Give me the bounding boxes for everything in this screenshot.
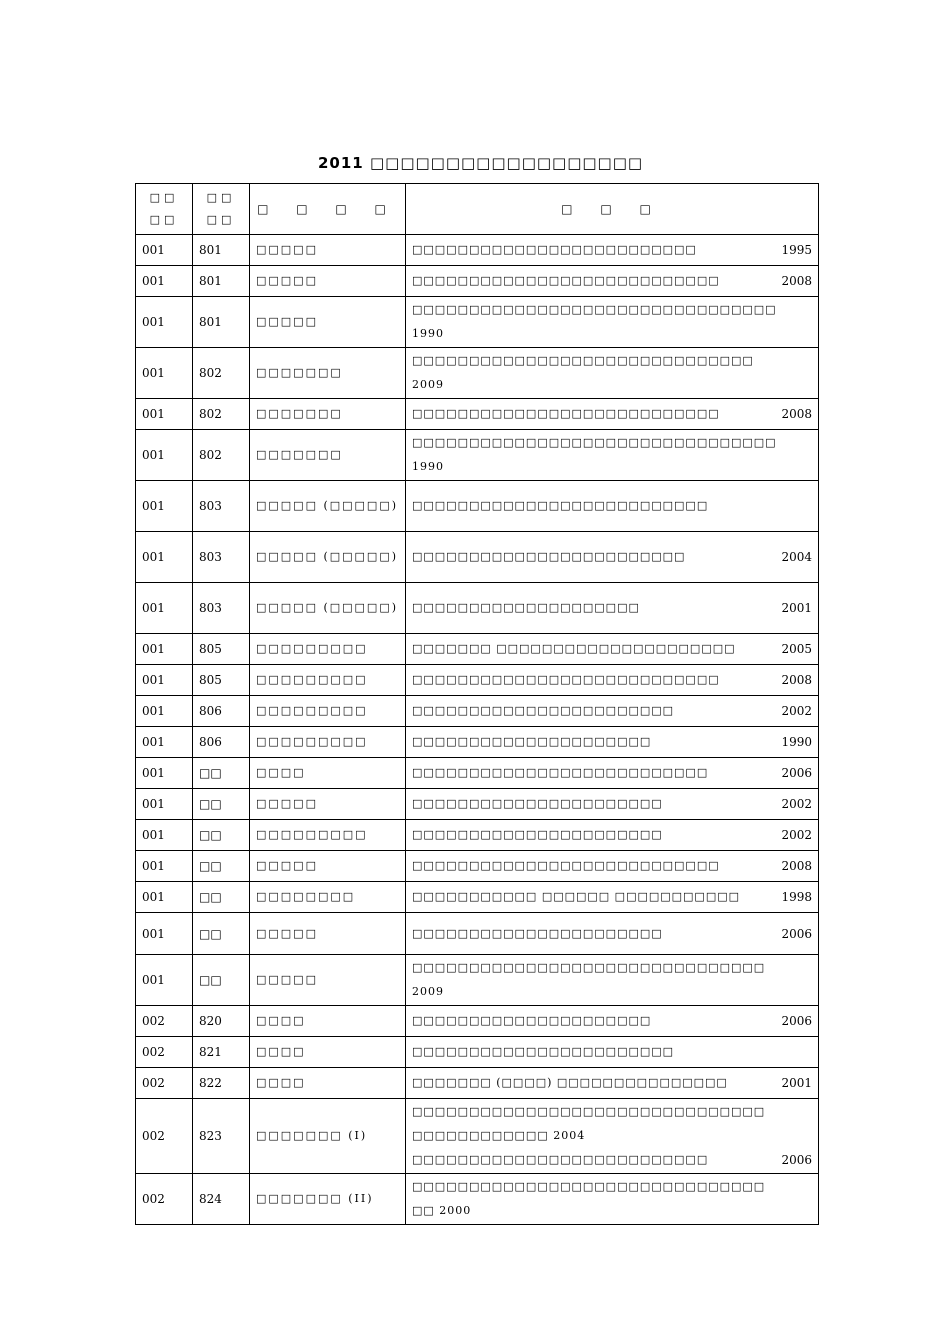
subject-name-cell: □□□□□	[250, 297, 406, 348]
reference-text: □□□□□□□□□□□ □□□□□□ □□□□□□□□□□□	[412, 890, 740, 903]
book-list-table	[135, 183, 819, 1225]
reference-year: 1998	[781, 890, 812, 904]
subject-name-cell: □□□□□□□□□	[250, 696, 406, 727]
table-row	[136, 532, 819, 583]
dept-code-cell: 001	[136, 913, 193, 955]
reference-line	[412, 455, 812, 479]
table-row	[136, 481, 819, 532]
subject-code-cell: 802	[193, 348, 250, 399]
reference-line	[412, 885, 812, 909]
reference-line	[412, 922, 812, 946]
dept-code-cell: 002	[136, 1037, 193, 1068]
reference-text: □□□□□□□□□□□□□□□□□□□□□□□□□□□□□□□	[412, 961, 766, 974]
reference-cell	[406, 955, 819, 1006]
reference-text: □□□□□□□□□□□□□□□□□□□□□□□□□	[412, 243, 697, 256]
reference-cell	[406, 583, 819, 634]
reference-line	[412, 1199, 812, 1223]
reference-cell	[406, 696, 819, 727]
subject-code-cell: 806	[193, 696, 250, 727]
reference-cell	[406, 1068, 819, 1099]
table-row	[136, 297, 819, 348]
subject-code-cell: □□	[193, 851, 250, 882]
subject-code-cell: 820	[193, 1006, 250, 1037]
reference-year: 2004	[781, 550, 812, 564]
subject-code-cell: 824	[193, 1174, 250, 1225]
reference-cell	[406, 882, 819, 913]
table-row	[136, 727, 819, 758]
subject-name-cell: □□□□□ (□□□□□)	[250, 583, 406, 634]
reference-text: □□□□□□□□□□□□□□□□□□□□□□□□□□	[412, 766, 709, 779]
page-title: 2011 □□□□□□□□□□□□□□□□□□	[318, 154, 644, 172]
subject-name-cell: □□□□□□□□□	[250, 820, 406, 851]
dept-code-cell: 002	[136, 1099, 193, 1174]
reference-cell	[406, 758, 819, 789]
subject-name-cell: □□□□	[250, 1037, 406, 1068]
subject-name-cell: □□□□□□□ (II)	[250, 1174, 406, 1225]
reference-year: 2005	[781, 642, 812, 656]
table-row	[136, 1174, 819, 1225]
reference-cell	[406, 430, 819, 481]
subject-code-cell: 823	[193, 1099, 250, 1174]
reference-cell	[406, 665, 819, 696]
reference-line	[412, 431, 812, 455]
reference-text: □□□□□□□□□□□□□□□□□□□□□□□	[412, 704, 675, 717]
reference-year: 2001	[781, 601, 812, 615]
dept-code-cell: 001	[136, 955, 193, 1006]
dept-code-cell: 001	[136, 882, 193, 913]
header-col2: □□ □□	[193, 184, 250, 235]
dept-code-cell: 001	[136, 532, 193, 583]
subject-code-cell: 821	[193, 1037, 250, 1068]
reference-line	[412, 298, 812, 322]
reference-text: □□ 2000	[412, 1204, 472, 1217]
table-row	[136, 266, 819, 297]
reference-cell	[406, 634, 819, 665]
subject-code-cell: □□	[193, 789, 250, 820]
subject-name-cell: □□□□□□□ (I)	[250, 1099, 406, 1174]
reference-line	[412, 1071, 812, 1095]
reference-cell	[406, 481, 819, 532]
reference-line	[412, 980, 812, 1004]
dept-code-cell: 001	[136, 399, 193, 430]
table-row	[136, 913, 819, 955]
subject-name-cell: □□□□	[250, 758, 406, 789]
table-row	[136, 634, 819, 665]
dept-code-cell: 001	[136, 789, 193, 820]
reference-year: 2002	[781, 797, 812, 811]
reference-year: 2002	[781, 704, 812, 718]
subject-code-cell: 803	[193, 532, 250, 583]
reference-year: 2008	[781, 673, 812, 687]
reference-text: □□□□□□□□□□□□□□□□□□□□□□□□□□□□□□□□	[412, 436, 777, 449]
reference-year: 2006	[781, 1153, 812, 1167]
subject-name-cell: □□□□□□□□□	[250, 634, 406, 665]
reference-text: □□□□□□□ (□□□□) □□□□□□□□□□□□□□□	[412, 1076, 728, 1089]
reference-text: 1990	[412, 327, 444, 340]
reference-line	[412, 1148, 812, 1172]
reference-year: 2008	[781, 274, 812, 288]
reference-cell	[406, 532, 819, 583]
reference-cell	[406, 913, 819, 955]
reference-year: 2008	[781, 407, 812, 421]
reference-text: □□□□□□□□□□□□□□□□□□□□□□□	[412, 1045, 675, 1058]
subject-name-cell: □□□□□	[250, 266, 406, 297]
reference-line	[412, 730, 812, 754]
dept-code-cell: 001	[136, 430, 193, 481]
dept-code-cell: 001	[136, 727, 193, 758]
header-col1: □□ □□	[136, 184, 193, 235]
reference-line	[412, 494, 812, 518]
reference-text: □□□□□□□ □□□□□□□□□□□□□□□□□□□□□	[412, 642, 736, 655]
reference-text: □□□□□□□□□□□□□□□□□□□□□□□□□□	[412, 1153, 709, 1166]
reference-line	[412, 373, 812, 397]
reference-line	[412, 854, 812, 878]
reference-line	[412, 349, 812, 373]
subject-name-cell: □□□□□	[250, 913, 406, 955]
dept-code-cell: 001	[136, 696, 193, 727]
reference-text: □□□□□□□□□□□□ 2004	[412, 1129, 586, 1142]
reference-text: □□□□□□□□□□□□□□□□□□□□□□□□□□□	[412, 859, 720, 872]
table-row	[136, 820, 819, 851]
reference-line	[412, 792, 812, 816]
dept-code-cell: 001	[136, 758, 193, 789]
reference-text: 2009	[412, 985, 444, 998]
reference-line	[412, 596, 812, 620]
dept-code-cell: 001	[136, 665, 193, 696]
reference-cell	[406, 399, 819, 430]
subject-name-cell: □□□□	[250, 1006, 406, 1037]
dept-code-cell: 001	[136, 851, 193, 882]
reference-line	[412, 402, 812, 426]
reference-year: 2006	[781, 926, 812, 941]
subject-name-cell: □□□□	[250, 1068, 406, 1099]
reference-line	[412, 1124, 812, 1148]
reference-cell	[406, 348, 819, 399]
reference-cell	[406, 1037, 819, 1068]
reference-year: 1990	[781, 735, 812, 749]
subject-code-cell: 803	[193, 481, 250, 532]
table-row	[136, 851, 819, 882]
reference-text: □□□□□□□□□□□□□□□□□□□□□□□□□□□	[412, 407, 720, 420]
reference-line	[412, 637, 812, 661]
reference-text: □□□□□□□□□□□□□□□□□□□□□□□□	[412, 550, 686, 563]
reference-cell	[406, 1099, 819, 1174]
table-row	[136, 399, 819, 430]
reference-line	[412, 269, 812, 293]
subject-name-cell: □□□□□	[250, 851, 406, 882]
reference-text: □□□□□□□□□□□□□□□□□□□□□□	[412, 828, 663, 841]
subject-code-cell: □□	[193, 913, 250, 955]
subject-name-cell: □□□□□□□□□	[250, 665, 406, 696]
subject-code-cell: 822	[193, 1068, 250, 1099]
dept-code-cell: 002	[136, 1068, 193, 1099]
table-row	[136, 665, 819, 696]
reference-line	[412, 1100, 812, 1124]
reference-cell	[406, 235, 819, 266]
table-row	[136, 235, 819, 266]
subject-name-cell: □□□□□□□	[250, 399, 406, 430]
header-col4: □ □ □	[406, 184, 819, 235]
reference-line	[412, 668, 812, 692]
subject-code-cell: 802	[193, 430, 250, 481]
subject-name-cell: □□□□□	[250, 955, 406, 1006]
subject-code-cell: 806	[193, 727, 250, 758]
subject-code-cell: 802	[193, 399, 250, 430]
table-row	[136, 583, 819, 634]
reference-year: 2008	[781, 859, 812, 873]
reference-text: □□□□□□□□□□□□□□□□□□□□□□□□□□□□□□□□	[412, 303, 777, 316]
subject-name-cell: □□□□□□□	[250, 348, 406, 399]
dept-code-cell: 001	[136, 583, 193, 634]
subject-name-cell: □□□□□	[250, 789, 406, 820]
table-row	[136, 1099, 819, 1174]
reference-year: 2006	[781, 766, 812, 780]
reference-text: 2009	[412, 378, 444, 391]
table-body	[136, 235, 819, 1225]
subject-name-cell: □□□□□ (□□□□□)	[250, 481, 406, 532]
header-col3: □ □ □ □	[250, 184, 406, 235]
reference-line	[412, 823, 812, 847]
table-row	[136, 348, 819, 399]
reference-cell	[406, 851, 819, 882]
reference-line	[412, 761, 812, 785]
reference-year: 1995	[781, 243, 812, 257]
reference-line	[412, 956, 812, 980]
reference-cell	[406, 297, 819, 348]
dept-code-cell: 001	[136, 634, 193, 665]
reference-cell	[406, 727, 819, 758]
reference-text: □□□□□□□□□□□□□□□□□□□□□□□□□□	[412, 499, 709, 512]
subject-code-cell: □□	[193, 820, 250, 851]
reference-year: 2001	[781, 1076, 812, 1090]
dept-code-cell: 001	[136, 481, 193, 532]
reference-text: □□□□□□□□□□□□□□□□□□□□□□□□□□□□□□□	[412, 1105, 766, 1118]
reference-text: □□□□□□□□□□□□□□□□□□□□	[412, 601, 640, 614]
reference-year: 2006	[781, 1014, 812, 1028]
table-row	[136, 1037, 819, 1068]
subject-code-cell: 805	[193, 634, 250, 665]
table-row	[136, 1006, 819, 1037]
table-row	[136, 758, 819, 789]
reference-text: □□□□□□□□□□□□□□□□□□□□□□□□□□□	[412, 673, 720, 686]
reference-line	[412, 1040, 812, 1064]
subject-name-cell: □□□□□ (□□□□□)	[250, 532, 406, 583]
subject-code-cell: □□	[193, 758, 250, 789]
dept-code-cell: 002	[136, 1174, 193, 1225]
subject-code-cell: □□	[193, 882, 250, 913]
reference-cell	[406, 789, 819, 820]
reference-text: □□□□□□□□□□□□□□□□□□□□□□□□□□□	[412, 274, 720, 287]
subject-code-cell: 805	[193, 665, 250, 696]
reference-text: □□□□□□□□□□□□□□□□□□□□□□□□□□□□□□	[412, 354, 754, 367]
reference-text: 1990	[412, 460, 444, 473]
table-row	[136, 430, 819, 481]
reference-cell	[406, 1174, 819, 1225]
subject-code-cell: 801	[193, 266, 250, 297]
reference-line	[412, 238, 812, 262]
subject-name-cell: □□□□□□□	[250, 430, 406, 481]
table-row	[136, 789, 819, 820]
reference-text: □□□□□□□□□□□□□□□□□□□□□□□□□□□□□□□	[412, 1180, 766, 1193]
subject-code-cell: 801	[193, 235, 250, 266]
reference-text: □□□□□□□□□□□□□□□□□□□□□	[412, 735, 652, 748]
subject-code-cell: 801	[193, 297, 250, 348]
reference-text: □□□□□□□□□□□□□□□□□□□□□□	[412, 926, 663, 940]
dept-code-cell: 001	[136, 348, 193, 399]
table-row	[136, 696, 819, 727]
dept-code-cell: 001	[136, 266, 193, 297]
dept-code-cell: 002	[136, 1006, 193, 1037]
subject-name-cell: □□□□□	[250, 235, 406, 266]
subject-code-cell: 803	[193, 583, 250, 634]
reference-line	[412, 1175, 812, 1199]
dept-code-cell: 001	[136, 235, 193, 266]
table-row	[136, 882, 819, 913]
reference-cell	[406, 1006, 819, 1037]
subject-code-cell: □□	[193, 955, 250, 1006]
reference-text: □□□□□□□□□□□□□□□□□□□□□□	[412, 797, 663, 810]
reference-line	[412, 322, 812, 346]
table-row	[136, 955, 819, 1006]
reference-line	[412, 1009, 812, 1033]
reference-cell	[406, 820, 819, 851]
dept-code-cell: 001	[136, 297, 193, 348]
subject-name-cell: □□□□□□□□□	[250, 727, 406, 758]
table-header-row	[136, 184, 819, 235]
reference-year: 2002	[781, 828, 812, 842]
reference-cell	[406, 266, 819, 297]
table-row	[136, 1068, 819, 1099]
dept-code-cell: 001	[136, 820, 193, 851]
reference-line	[412, 545, 812, 569]
subject-name-cell: □□□□□□□□	[250, 882, 406, 913]
reference-line	[412, 699, 812, 723]
reference-text: □□□□□□□□□□□□□□□□□□□□□	[412, 1014, 652, 1027]
